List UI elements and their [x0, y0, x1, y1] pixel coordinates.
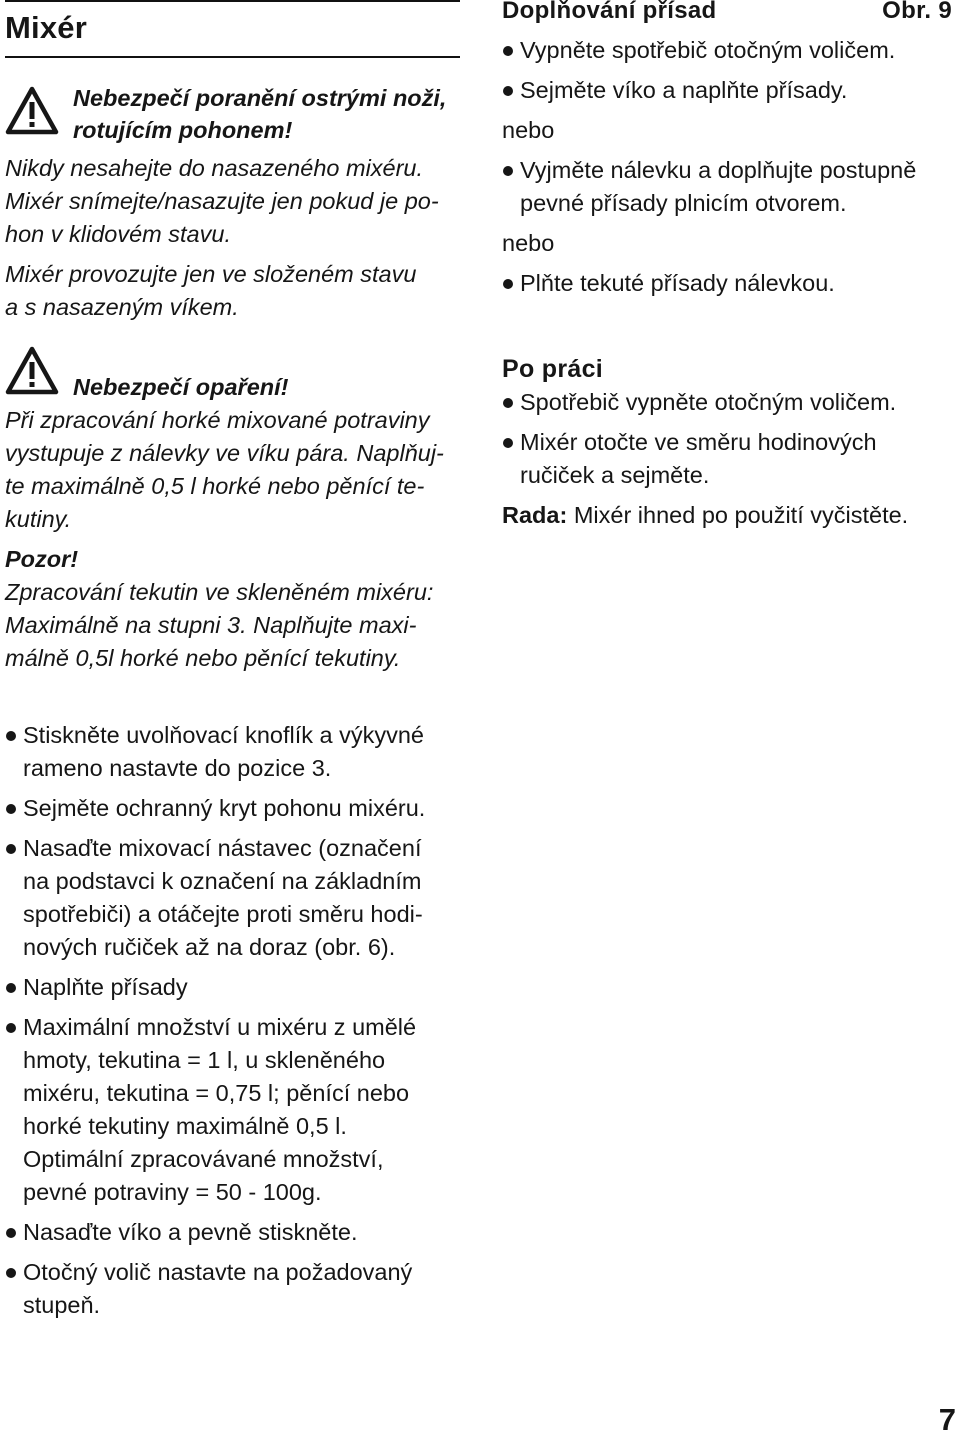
text-line: Vypněte spotřebič otočným voličem. [520, 37, 896, 63]
warning-paragraph-2 [5, 258, 461, 324]
text-line: Mixér provozujte jen ve složeném stavu [5, 261, 417, 287]
text-line: Maximální množství u mixéru z umělé [23, 1014, 417, 1040]
text-line: Spotřebič vypněte otočným voličem. [520, 389, 897, 415]
adding-header [502, 0, 952, 27]
text-line: vystupuje z nálevky ve víku pára. Naplňuj- [5, 440, 444, 466]
list-item [502, 426, 954, 492]
text-line: Nikdy nesahejte do nasazeného mixéru. [5, 155, 424, 181]
text-line: na podstavci k označení na základním [23, 868, 422, 894]
list-item [5, 1216, 461, 1249]
list-item [502, 267, 954, 300]
text-line: hmoty, tekutina = 1 l, u skleněného [23, 1047, 386, 1073]
text-line: spotřebiči) a otáčejte proti směru hodi- [23, 901, 423, 927]
text-line: Otočný volič nastavte na požadovaný [23, 1259, 413, 1285]
or-text: nebo [502, 117, 555, 143]
text-line: Naplňte přísady [23, 974, 188, 1000]
text-line: Sejměte víko a naplňte přísady. [520, 77, 848, 103]
warning-heading-line2: rotujícím pohonem! [73, 117, 293, 143]
list-item [5, 792, 461, 825]
text-line: Mixér otočte ve směru hodinových [520, 429, 877, 455]
text-line: kutiny. [5, 506, 72, 532]
or-text: nebo [502, 230, 555, 256]
scalding-paragraph [5, 404, 461, 536]
after-work-section [502, 353, 954, 532]
list-item [5, 719, 461, 785]
text-line: horké tekutiny maximálně 0,5 l. [23, 1113, 347, 1139]
text-line: málně 0,5l horké nebo pěnící tekutiny. [5, 645, 401, 671]
tip-text: Mixér ihned po použití vyčistěte. [573, 502, 909, 528]
list-item [502, 154, 954, 220]
figure-reference: Obr. 9 [882, 0, 952, 24]
page-number: 7 [938, 1402, 956, 1437]
list-item [5, 1256, 461, 1322]
text-line: nových ručiček až na doraz (obr. 6). [23, 934, 396, 960]
text-line: Mixér snímejte/nasazujte jen pokud je po- [5, 188, 439, 214]
list-item [502, 34, 954, 67]
adding-list [502, 34, 954, 300]
text-line: Sejměte ochranný kryt pohonu mixéru. [23, 795, 426, 821]
text-line: stupeň. [23, 1292, 101, 1318]
list-item [502, 386, 954, 419]
warning-triangle-icon [5, 86, 59, 136]
adding-heading: Doplňování přísad [502, 0, 717, 24]
text-line: Nasaďte mixovací nástavec (označení [23, 835, 422, 861]
steps-list [5, 719, 461, 1322]
text-line: Plňte tekuté přísady nálevkou. [520, 270, 835, 296]
warning-heading: Nebezpečí opaření! [73, 374, 289, 400]
caution-block [5, 543, 461, 675]
text-line: Při zpracování horké mixované potraviny [5, 407, 430, 433]
text-line: Maximálně na stupni 3. Naplňujte maxi- [5, 612, 417, 638]
text-line: pevné potraviny = 50 - 100g. [23, 1179, 322, 1205]
title-top-rule [5, 0, 460, 2]
tip-line [502, 499, 954, 532]
warning-heading-line1: Nebezpečí poranění ostrými noži, [73, 85, 447, 111]
list-item [5, 832, 461, 964]
list-item [502, 74, 954, 107]
text-line: te maximálně 0,5 l horké nebo pěnící te- [5, 473, 425, 499]
text-line: a s nasazeným víkem. [5, 294, 239, 320]
text-line: Zpracování tekutin ve skleněném mixéru: [5, 579, 434, 605]
after-work-heading: Po práci [502, 355, 604, 383]
text-line: rameno nastavte do pozice 3. [23, 755, 332, 781]
text-line: ručiček a sejměte. [520, 462, 710, 488]
tip-label: Rada: [502, 502, 568, 528]
warning-triangle-icon [5, 346, 59, 396]
text-line: hon v klidovém stavu. [5, 221, 231, 247]
warning-paragraph-1 [5, 152, 461, 251]
caution-label: Pozor! [5, 546, 79, 572]
text-line: Optimální zpracovávané množství, [23, 1146, 384, 1172]
text-line: Nasaďte víko a pevně stiskněte. [23, 1219, 358, 1245]
text-line: mixéru, tekutina = 0,75 l; pěnící nebo [23, 1080, 410, 1106]
title-bottom-rule [5, 56, 460, 58]
section-title: Mixér [5, 10, 87, 45]
list-item [5, 1011, 461, 1209]
list-item [5, 971, 461, 1004]
text-line: Vyjměte nálevku a doplňujte postupně [520, 157, 917, 183]
text-line: pevné přísady plnicím otvorem. [520, 190, 847, 216]
text-line: Stiskněte uvolňovací knoflík a výkyvné [23, 722, 425, 748]
